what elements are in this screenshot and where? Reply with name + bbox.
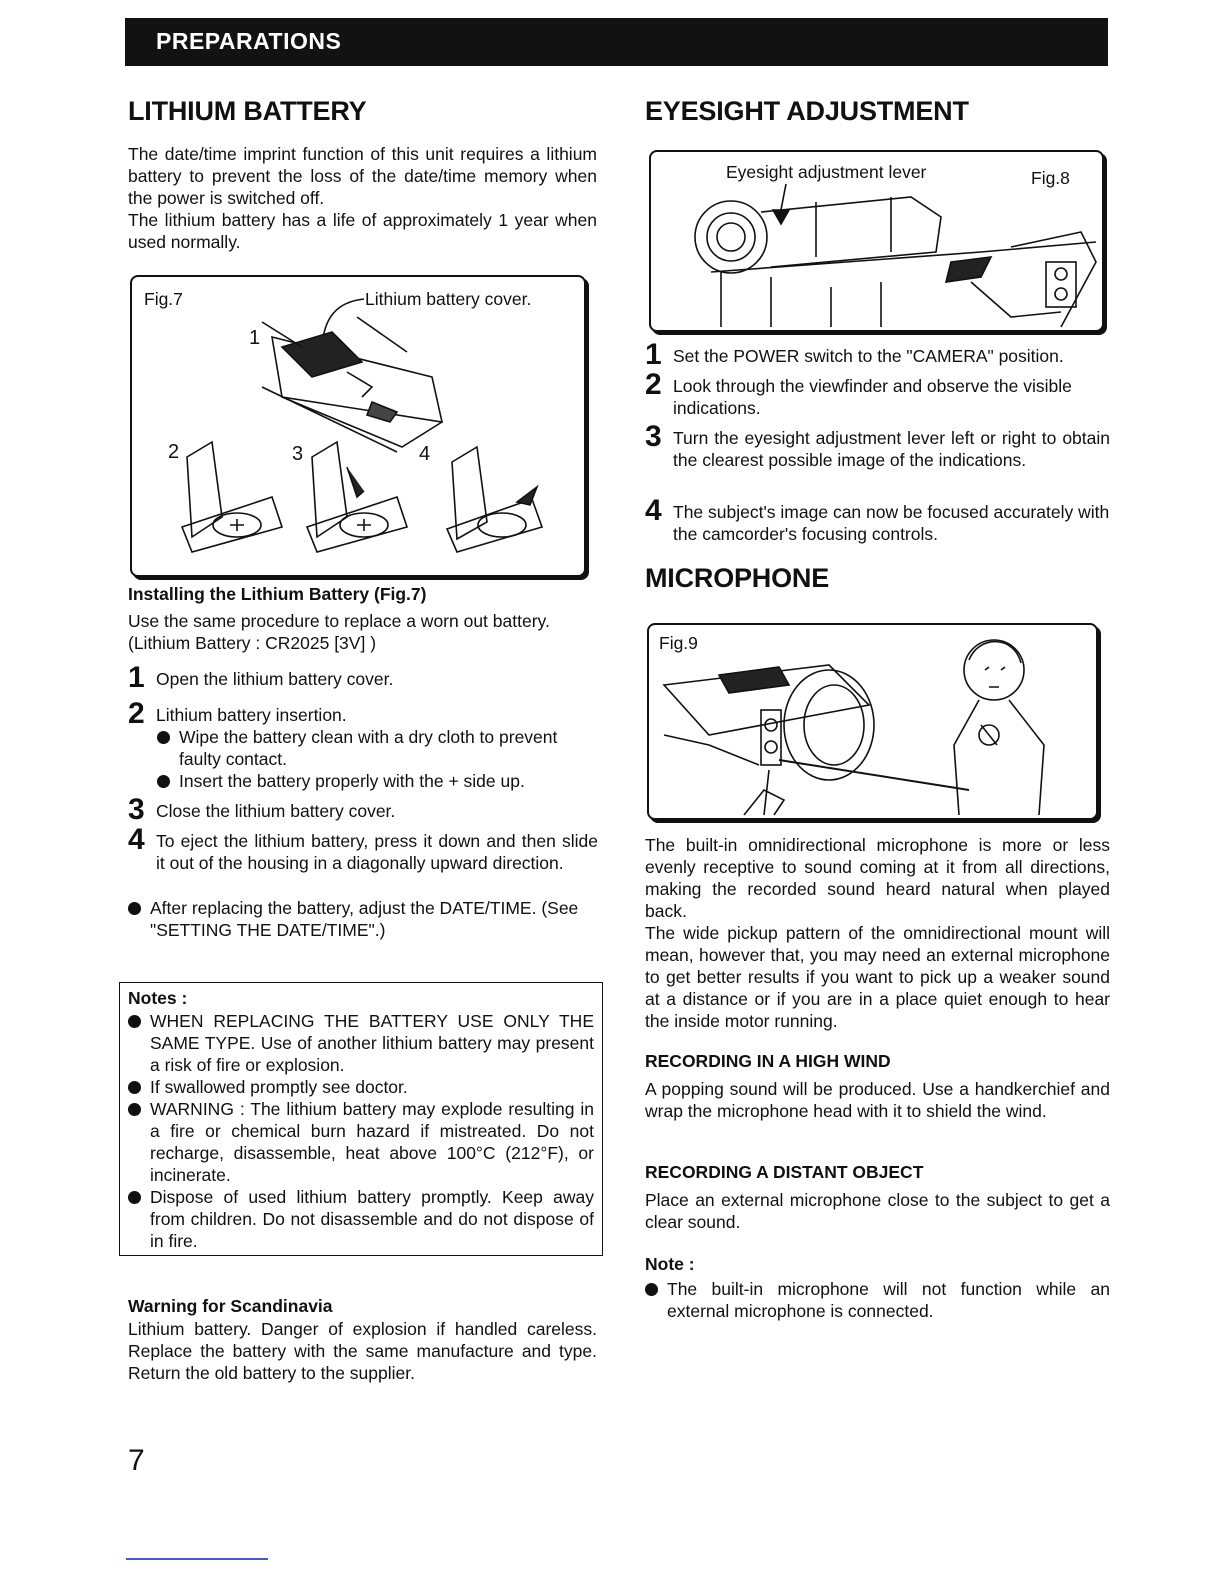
- bullet-text: The built-in microphone will not function while an external microphone is connected.: [667, 1279, 1110, 1321]
- bullet-text: WHEN REPLACING THE BATTERY USE ONLY THE SAME TYPE. Use of another lithium battery may present a risk of fire or explosion.: [150, 1011, 594, 1075]
- high-wind-text: A popping sound will be produced. Use a handkerchief and wrap the microphone head with it to shield the wind.: [645, 1079, 1110, 1121]
- note-item-1: [128, 1010, 594, 1076]
- viewfinder-illustration: [651, 152, 1102, 330]
- fig8-label: Fig.8: [1031, 168, 1070, 188]
- step-number: 4: [645, 494, 662, 527]
- install-line-2: (Lithium Battery : CR2025 [3V] ): [128, 633, 377, 653]
- bullet-text: WARNING : The lithium battery may explode resulting in a fire or chemical burn hazard if mistreated. Do not recharge, disassemble, heat above 100°C (212°F), or incinerate.: [150, 1099, 594, 1185]
- distant-object-heading: RECORDING A DISTANT OBJECT: [645, 1162, 924, 1182]
- fig9-label: Fig.9: [659, 633, 698, 653]
- lithium-step-4: [128, 823, 598, 896]
- step-number: 1: [645, 338, 662, 371]
- mic-note-title: Note :: [645, 1254, 695, 1274]
- install-line-1: Use the same procedure to replace a worn out battery.: [128, 611, 550, 631]
- bullet-text: Dispose of used lithium battery promptly. Keep away from children. Do not disassemble and do not dispose of in fire.: [150, 1187, 594, 1251]
- step-text: Open the lithium battery cover.: [156, 669, 394, 689]
- fig8-callout: Eyesight adjustment lever: [726, 162, 927, 182]
- after-replace-bullet: [128, 897, 598, 941]
- lithium-intro-1: The date/time imprint function of this unit requires a lithium battery to prevent the loss of the date/time memory when the power is switched off.: [128, 144, 597, 208]
- lithium-step-2: [128, 697, 598, 730]
- figure-9: [647, 623, 1098, 820]
- microphone-heading: MICROPHONE: [645, 563, 830, 593]
- high-wind-heading: RECORDING IN A HIGH WIND: [645, 1051, 891, 1071]
- eyesight-step-1: [645, 338, 1110, 371]
- note-item-3: [128, 1098, 594, 1186]
- step-text: Lithium battery insertion.: [156, 705, 347, 725]
- step-text: Set the POWER switch to the "CAMERA" position.: [673, 346, 1064, 366]
- step-text: To eject the lithium battery, press it down and then slide it out of the housing in a diagonally upward direction.: [156, 831, 598, 873]
- fig7-label: Fig.7: [144, 289, 183, 309]
- microphone-para-2: The wide pickup pattern of the omnidirectional mount will mean, however that, you may need an external microphone to get better results if you want to pick up a weaker sound at a distance or if you are in a place quiet enough to hear the inside motor running.: [645, 923, 1110, 1031]
- step-text: Turn the eyesight adjustment lever left or right to obtain the clearest possible image of the indications.: [673, 428, 1110, 470]
- bullet-dot: [128, 1103, 141, 1116]
- lithium-battery-heading: LITHIUM BATTERY: [128, 96, 367, 126]
- note-item-2: [128, 1076, 594, 1098]
- step-text: Close the lithium battery cover.: [156, 801, 396, 821]
- notes-box: [119, 982, 603, 1256]
- step-number: 4: [128, 823, 145, 856]
- bullet-dot: [128, 1081, 141, 1094]
- bullet-text: Wipe the battery clean with a dry cloth to prevent faulty contact.: [179, 727, 558, 769]
- section-title: PREPARATIONS: [156, 28, 342, 54]
- mic-note-bullet: [645, 1278, 1110, 1322]
- note-item-4: [128, 1186, 594, 1252]
- step-number: 3: [128, 793, 145, 826]
- fig7-num-2: 2: [168, 441, 180, 463]
- battery-cover-illustration: [132, 277, 584, 575]
- page-number: 7: [128, 1444, 145, 1477]
- microphone-illustration: [649, 625, 1096, 818]
- eyesight-step-3: [645, 420, 1110, 493]
- fig7-num-4: 4: [419, 443, 431, 465]
- bullet-text: After replacing the battery, adjust the DATE/TIME. (See "SETTING THE DATE/TIME".): [150, 898, 579, 940]
- bullet-dot: [157, 731, 170, 744]
- bullet-dot: [128, 902, 141, 915]
- step2-bullet-2: [157, 770, 597, 792]
- step-number: 3: [645, 420, 662, 453]
- scandinavia-text: Lithium battery. Danger of explosion if handled careless. Replace the battery with the same manufacture and type. Return the old battery to the supplier.: [128, 1319, 597, 1383]
- bullet-text: Insert the battery properly with the + side up.: [179, 771, 525, 791]
- step-number: 2: [645, 368, 662, 401]
- step-number: 2: [128, 697, 145, 730]
- step-number: 1: [128, 661, 145, 694]
- notes-title: Notes :: [128, 988, 188, 1008]
- step-text: The subject's image can now be focused accurately with the camcorder's focusing controls.: [673, 502, 1110, 544]
- bullet-text: If swallowed promptly see doctor.: [150, 1077, 408, 1097]
- bullet-dot: [157, 775, 170, 788]
- footer-rule: [126, 1558, 268, 1560]
- lithium-intro-2: The lithium battery has a life of approximately 1 year when used normally.: [128, 210, 597, 252]
- eyesight-step-4: [645, 494, 1110, 545]
- fig7-num-1: 1: [249, 327, 261, 349]
- lithium-step-3: [128, 793, 598, 826]
- scandinavia-heading: Warning for Scandinavia: [128, 1296, 333, 1316]
- figure-7: [130, 275, 586, 577]
- lithium-step-1: [128, 661, 598, 694]
- fig7-callout: Lithium battery cover.: [365, 289, 532, 309]
- microphone-para-1: The built-in omnidirectional microphone is more or less evenly receptive to sound coming at it from all directions, making the recorded sound heard natural when played back.: [645, 835, 1110, 921]
- section-banner: [125, 18, 1108, 66]
- install-heading: Installing the Lithium Battery (Fig.7): [128, 584, 427, 604]
- eyesight-step-2: [645, 368, 1110, 419]
- fig7-num-3: 3: [292, 443, 304, 465]
- bullet-dot: [128, 1015, 141, 1028]
- bullet-dot: [645, 1283, 658, 1296]
- figure-8: [649, 150, 1104, 332]
- eyesight-heading: EYESIGHT ADJUSTMENT: [645, 96, 969, 126]
- distant-object-text: Place an external microphone close to the subject to get a clear sound.: [645, 1190, 1110, 1232]
- bullet-dot: [128, 1191, 141, 1204]
- step-text: Look through the viewfinder and observe the visible indications.: [673, 376, 1072, 418]
- step2-bullet-1: [157, 726, 597, 770]
